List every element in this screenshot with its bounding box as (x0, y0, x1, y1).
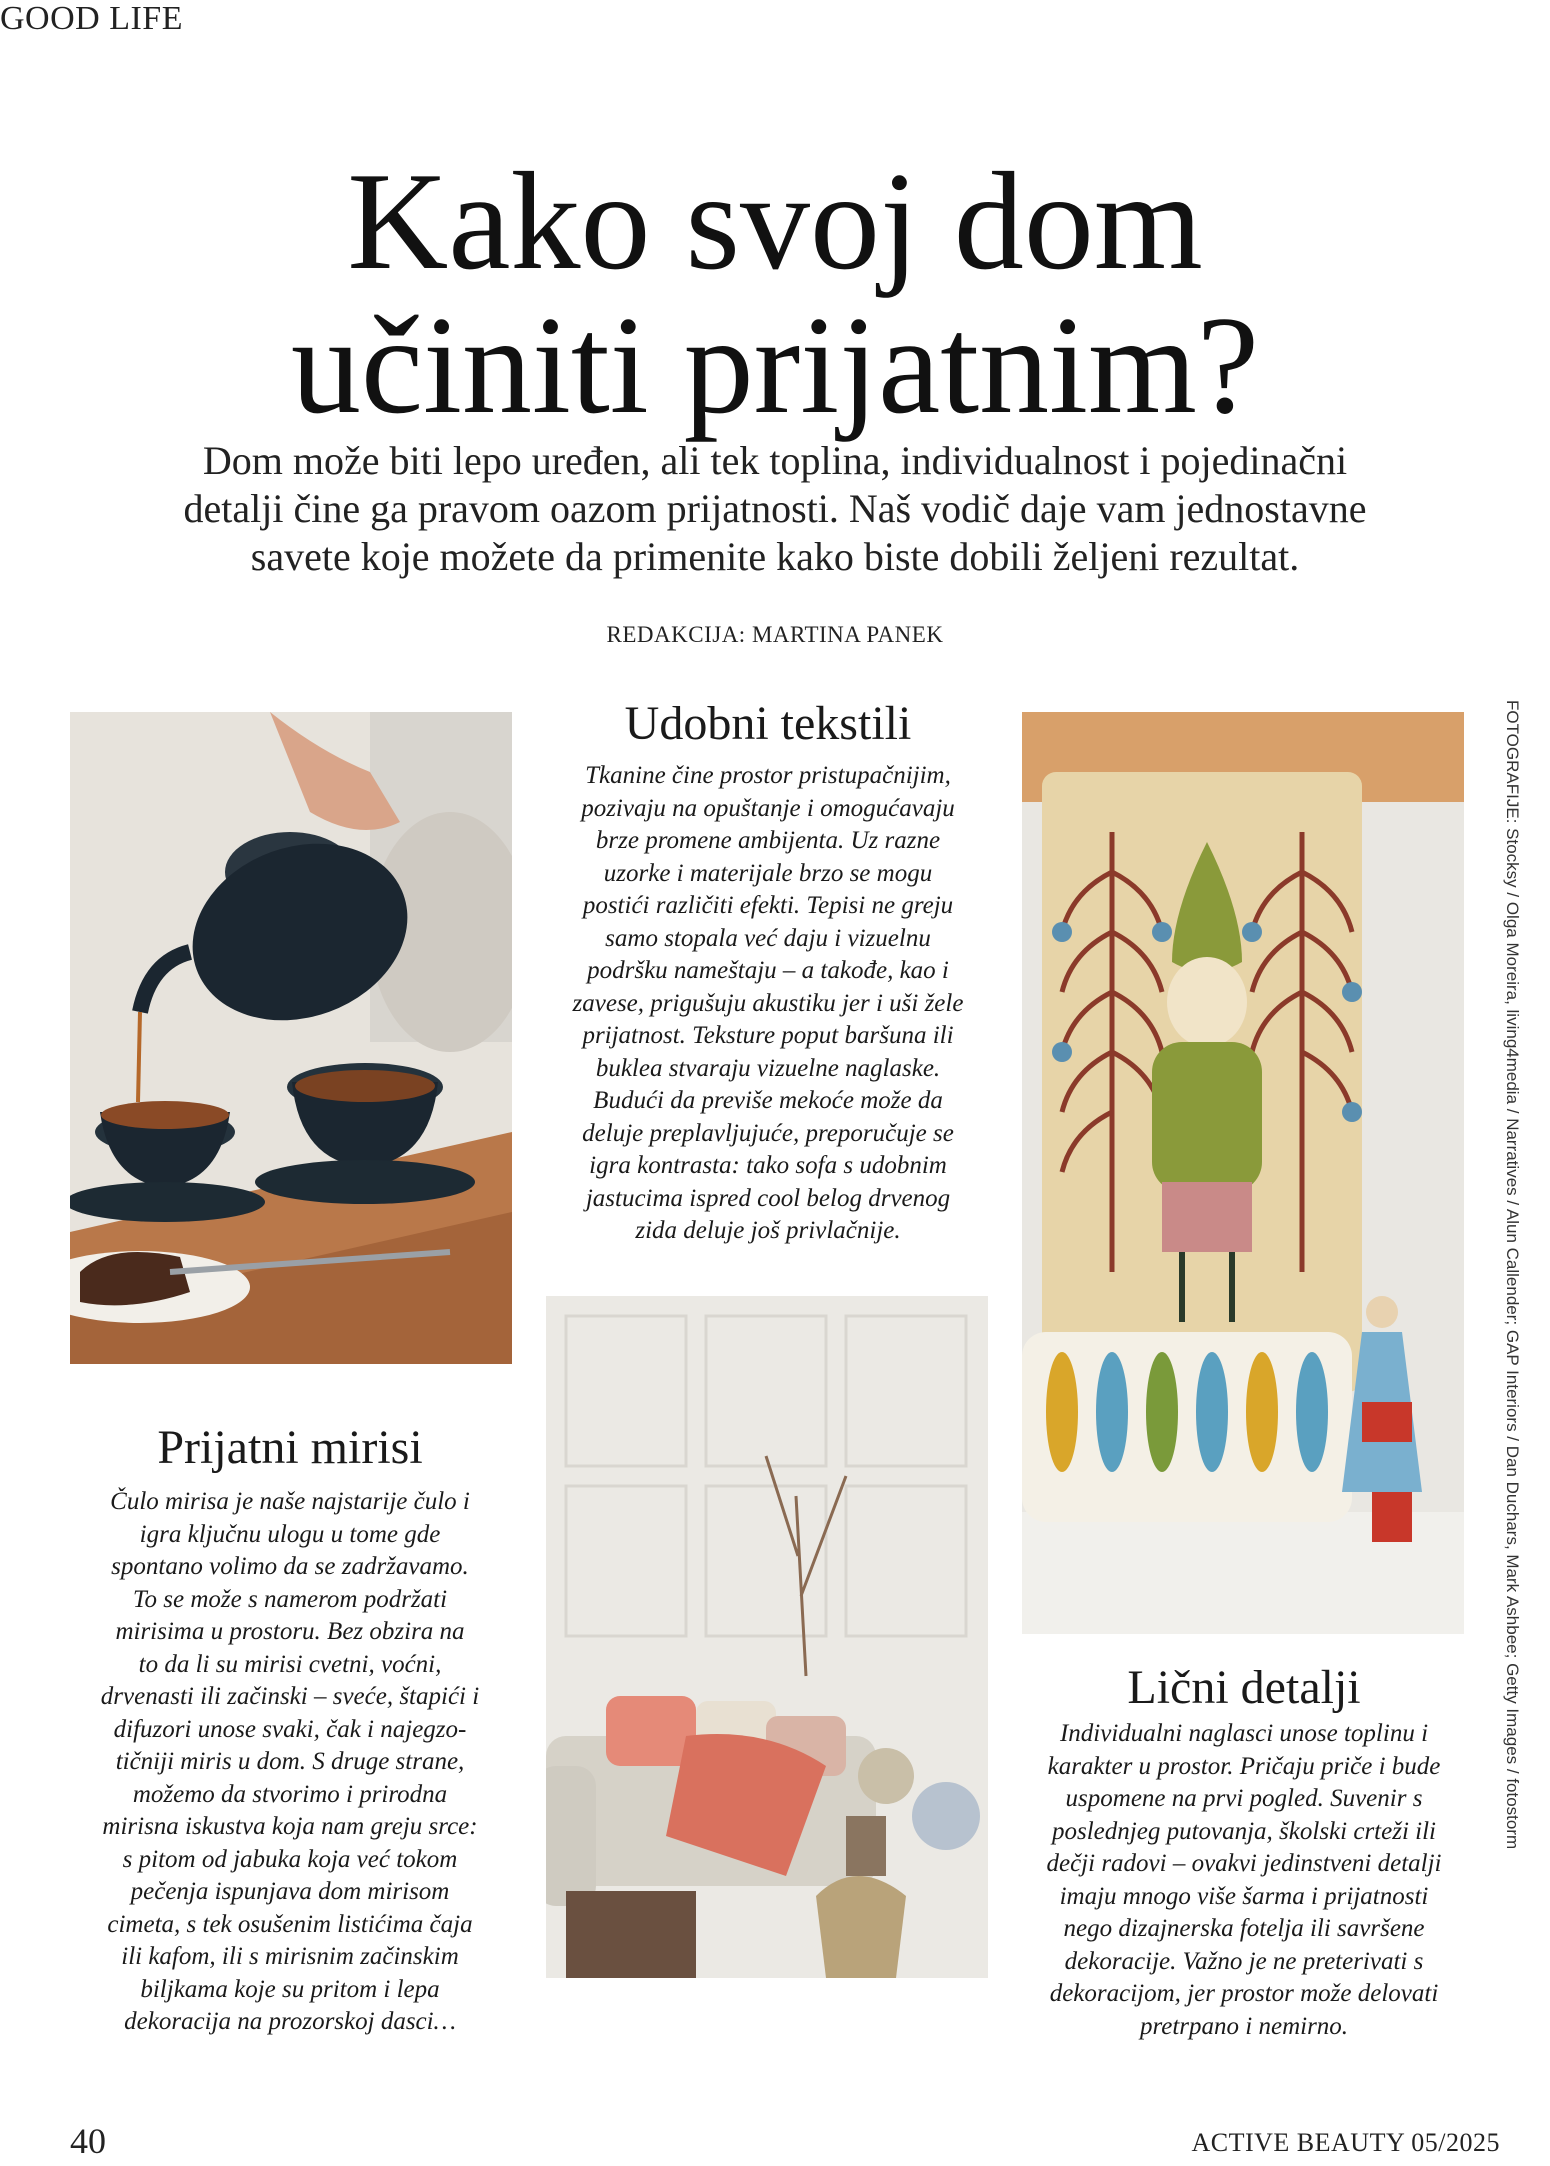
scents-line: pečenja ispunjava dom mirisom (130, 1878, 450, 1905)
textiles-line: pozivaju na opuštanje i omogućavaju (581, 794, 955, 822)
scents-body (50, 1486, 530, 2039)
textiles-line: jastucima ispred cool belog drvenog (585, 1184, 951, 1212)
details-line: karakter u prostor. Pričaju priče i bude (1047, 1752, 1441, 1780)
scents-line: dekoracija na prozorskoj dasci… (124, 2008, 456, 2035)
scents-line: cimeta, s tek osušenim listićima čaja (107, 1910, 473, 1938)
details-line: dekoracijom, jer prostor može delovati (1049, 1980, 1439, 2007)
details-line: nego dizajnerska fotelja ili savršene (1063, 1915, 1425, 1942)
intro-line-2: detalji čine ga pravom oazom prijatnosti. Naš vodič daje vam jednostavne (183, 486, 1367, 531)
scents-line: to da li su mirisi cvetni, voćni, (138, 1650, 442, 1678)
intro-line-1: Dom može biti lepo uređen, ali tek toplina, individualnost i pojedinačni (202, 438, 1348, 483)
textiles-body (520, 760, 1016, 1248)
scents-line: igra ključnu ulogu u tome gde (139, 1520, 441, 1548)
scents-line: difuzori unose svaki, čak i najegzo- (113, 1715, 467, 1743)
magazine-issue: ACTIVE BEAUTY 05/2025 (1191, 2128, 1500, 2157)
textiles-line: zida deluje još privlačnije. (635, 1217, 901, 1244)
details-line: poslednjeg putovanja, školski crteži ili (1052, 1817, 1436, 1845)
textiles-line: buklea stvaraju vizuelne naglaske. (595, 1054, 941, 1082)
scents-line: ili kafom, ili s mirisnim začinskim (121, 1943, 459, 1970)
scents-line: Čulo mirisa je naše najstarije čulo i (110, 1488, 470, 1515)
details-line: pretrpano i nemirno. (1139, 2012, 1349, 2040)
page-title (0, 144, 1550, 443)
textiles-line: prijatnost. Teksture poput baršuna ili (582, 1022, 954, 1049)
tea-illustration (70, 712, 512, 1364)
textiles-line: deluje preplavljujuće, preporučuje se (582, 1119, 954, 1147)
textiles-line: postići različiti efekti. Tepisi ne greju (582, 892, 954, 919)
intro-paragraph (60, 437, 1490, 581)
title-line-1: Kako svoj dom (347, 144, 1203, 299)
textiles-line: podršku nameštaju – a takođe, kao i (587, 957, 949, 984)
scents-line: možemo da stvorimo i prirodna (132, 1780, 448, 1808)
textiles-line: Budući da previše mekoće može da (593, 1087, 943, 1114)
scents-line: s pitom od jabuka koja već tokom (122, 1845, 458, 1873)
textiles-line: zavese, prigušuju akustiku jer i uši žele (572, 989, 964, 1017)
living-room-illustration (546, 1296, 988, 1978)
byline: REDAKCIJA: MARTINA PANEK (606, 622, 944, 647)
scents-heading: Prijatni mirisi (157, 1421, 423, 1474)
folk-art-photo (1022, 712, 1464, 1634)
details-line: Individualni naglasci unose toplinu i (1059, 1720, 1429, 1747)
textiles-heading: Udobni tekstili (624, 697, 912, 750)
textiles-line: igra kontrasta: tako sofa s udobnim (589, 1152, 947, 1179)
scents-line: To se može s namerom podržati (132, 1585, 448, 1613)
scents-line: mirisima u prostoru. Bez obzira na (115, 1618, 465, 1645)
scents-line: biljkama koje su pritom i lepa (140, 1975, 440, 2003)
photo-credit: FOTOGRAFIJE: Stocksy / Olga Moreira, living4media / Narratives / Alun Callender; GAP Interiors / Dan Duchars, Mark Ashbee; Getty Images / fotostorm (1503, 700, 1522, 1850)
textiles-line: brze promene ambijenta. Uz razne (595, 827, 941, 854)
tea-photo (70, 712, 512, 1364)
details-line: dekoracije. Važno je ne preterivati s (1064, 1947, 1424, 1975)
details-body (1008, 1718, 1480, 2043)
section-label: GOOD LIFE (0, 0, 183, 37)
folk-art-illustration (1022, 712, 1464, 1634)
intro-line-3: savete koje možete da primenite kako biste dobili željeni rezultat. (250, 534, 1300, 579)
details-line: dečji radovi – ovakvi jedinstveni detalji (1046, 1850, 1442, 1877)
details-line: uspomene na prvi pogled. Suvenir s (1065, 1785, 1423, 1812)
scents-line: spontano volimo da se zadržavamo. (111, 1553, 469, 1580)
scents-line: tičniji miris u dom. S druge strane, (115, 1748, 465, 1775)
living-room-photo (546, 1296, 988, 1978)
title-line-2: učiniti prijatnim? (290, 288, 1260, 443)
textiles-line: Tkanine čine prostor pristupačnijim, (585, 762, 951, 789)
scents-line: mirisna iskustva koja nam greju srce: (102, 1813, 478, 1840)
scents-line: drvenasti ili začinski – sveće, štapići i (100, 1683, 480, 1710)
textiles-line: uzorke i materijale brzo se mogu (603, 859, 933, 887)
textiles-line: samo stopala već daju i vizuelnu (605, 924, 931, 952)
page-number: 40 (70, 2121, 106, 2161)
details-heading: Lični detalji (1127, 1661, 1361, 1714)
details-line: imaju mnogo više šarma i prijatnosti (1059, 1882, 1429, 1910)
